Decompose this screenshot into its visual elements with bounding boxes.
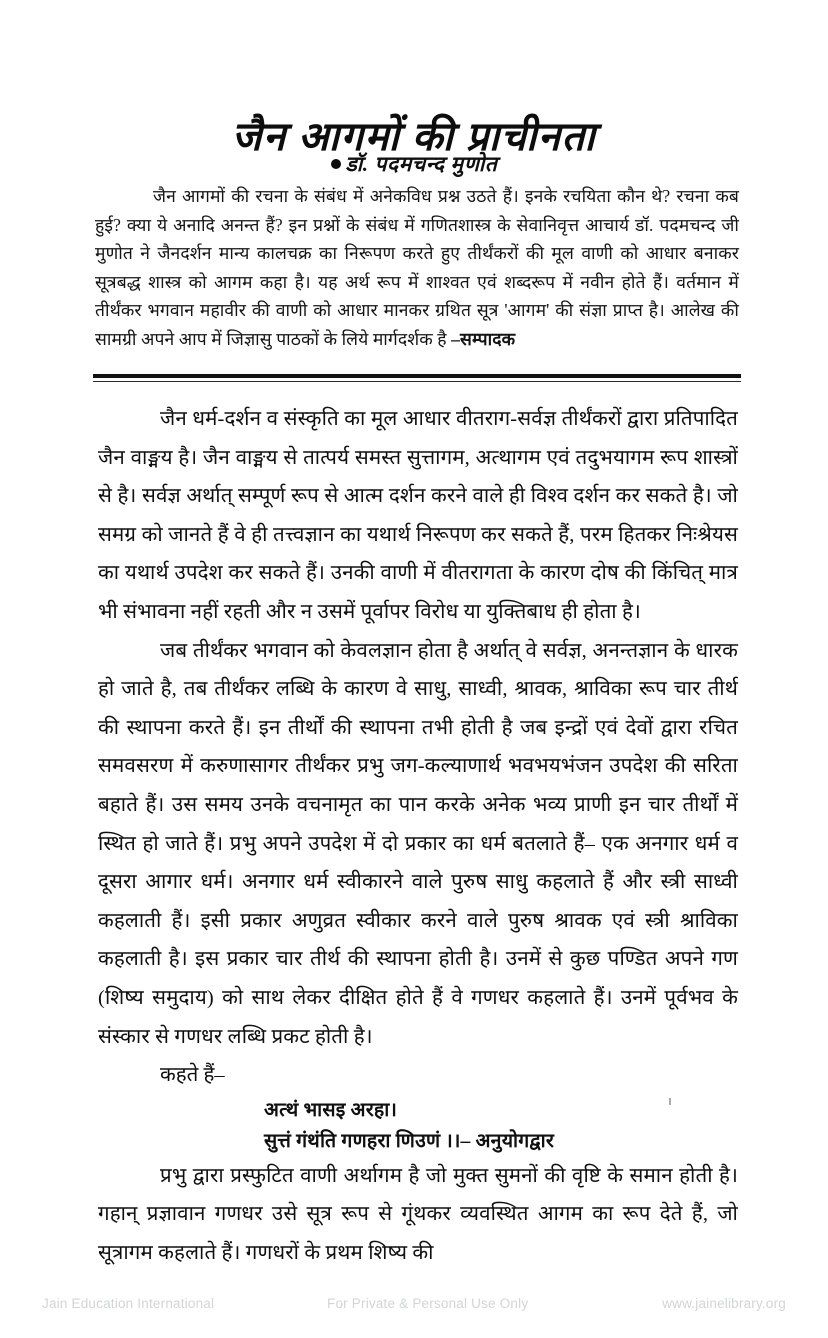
verse-line-two-row xyxy=(264,1126,738,1157)
verse-line-one: अत्थं भासइ अरहा। xyxy=(264,1099,398,1121)
article-body xyxy=(98,400,738,1272)
page-footer xyxy=(0,1296,828,1318)
footer-usage-notice: For Private & Personal Use Only xyxy=(327,1296,529,1311)
body-paragraph: जैन धर्म-दर्शन व संस्कृति का मूल आधार वीतराग-सर्वज्ञ तीर्थंकरों द्वारा प्रतिपादित जैन वाङ्मय है। जैन वाङ्मय से तात्पर्य समस्त सुत्तागम, अत्थागम एवं तदुभयागम रूप शास्त्रों से है। सर्वज्ञ अर्थात् सम्पूर्ण रूप से आत्म दर्शन करने वाले ही विश्व दर्शन कर सकते है। जो समग्र को जानते हैं वे ही तत्त्वज्ञान का यथार्थ निरूपण कर सकते हैं, परम हितकर निःश्रेयस का यथार्थ उपदेश कर सकते हैं। उनकी वाणी में वीतरागता के कारण दोष की किंचित् मात्र भी संभावना नहीं रहती और न उसमें पूर्वापर विरोध या युक्तिबाध ही होता है। xyxy=(98,408,738,623)
quotation-lead-in: कहते हैं– xyxy=(160,1064,225,1087)
horizontal-divider-thick xyxy=(93,374,741,378)
scan-speck-artifact xyxy=(669,1098,671,1105)
author-name: डॉ. पदमचन्द मुणोत xyxy=(345,152,498,176)
editor-signature: –सम्पादक xyxy=(451,328,516,349)
footer-organization: Jain Education International xyxy=(42,1296,215,1311)
verse-line-two: सुत्तं गंथंति गणहरा णिउणं ।। xyxy=(264,1130,461,1152)
closing-paragraph: प्रभु द्वारा प्रस्फुटित वाणी अर्थागम है जो मुक्त सुमनों की वृष्टि के समान होती है। गहान् प्रज्ञावान गणधर उसे सूत्र रूप से गूंथकर व्यवस्थित आगम का रूप देते हैं, जो सूत्रागम कहलाते हैं। गणधरों के प्रथम शिष्य की xyxy=(98,1164,738,1264)
body-paragraph: जब तीर्थंकर भगवान को केवलज्ञान होता है अर्थात् वे सर्वज्ञ, अनन्तज्ञान के धारक हो जाते है, तब तीर्थंकर लब्धि के कारण वे साधु, साध्वी, श्रावक, श्राविका रूप चार तीर्थ की स्थापना करते हैं। इन तीर्थों की स्थापना तभी होती है जब इन्द्रों एवं देवों द्वारा रचित समवसरण में करुणासागर तीर्थंकर प्रभु जग-कल्याणार्थ भवभयभंजन उपदेश की सरिता बहाते हैं। उस समय उनके वचनामृत का पान करके अनेक भव्य प्राणी इन चार तीर्थों में स्थित हो जाते हैं। प्रभु अपने उपदेश में दो प्रकार का धर्म बतलाते हैं– एक अनगार धर्म व दूसरा आगार धर्म। अनगार धर्म स्वीकारने वाले पुरुष साधु कहलाते हैं और स्त्री साध्वी कहलाती हैं। इसी प्रकार अणुव्रत स्वीकार करने वाले पुरुष श्रावक एवं स्त्री श्राविका कहलाती है। इस प्रकार चार तीर्थ की स्थापना होती है। उनमें से कुछ पण्डित अपने गण (शिष्य समुदाय) को साथ लेकर दीक्षित होते हैं वे गणधर कहलाते हैं। उनमें पूर्वभव के संस्कार से गणधर लब्धि प्रकट होती है। xyxy=(98,639,738,1048)
page-title: जैन आगमों की प्राचीनता xyxy=(231,113,597,159)
editor-introduction-text: जैन आगमों की रचना के संबंध में अनेकविध प्रश्न उठते हैं। इनके रचयिता कौन थे? रचना कब हुई? क्या ये अनादि अनन्त हैं? इन प्रश्नों के संबंध में गणितशास्त्र के सेवानिवृत्त आचार्य डॉ. पदमचन्द जी मुणोत ने जैनदर्शन मान्य कालचक्र का निरूपण करते हुए तीर्थंकरों की मूल वाणी को आधार बनाकर सूत्रबद्ध शास्त्र को आगम कहा है। यह अर्थ रूप में शाश्वत एवं शब्दरूप में नवीन होते हैं। वर्तमान में तीर्थंकर भगवान महावीर की वाणी को आधार मानकर ग्रथित सूत्र 'आगम' की संज्ञा प्राप्त है। आलेख की सामग्री अपने आप में जिज्ञासु पाठकों के लिये मार्गदर्शक है xyxy=(95,186,739,349)
author-byline xyxy=(0,150,828,178)
prakrit-verse-quotation xyxy=(98,1095,738,1157)
verse-source-citation: – अनुयोगद्वार xyxy=(460,1130,555,1152)
filled-circle-bullet-icon xyxy=(331,159,341,169)
editor-introduction xyxy=(95,182,739,354)
horizontal-divider-thin xyxy=(93,381,741,382)
footer-website-url[interactable]: www.jainelibrary.org xyxy=(662,1296,786,1311)
